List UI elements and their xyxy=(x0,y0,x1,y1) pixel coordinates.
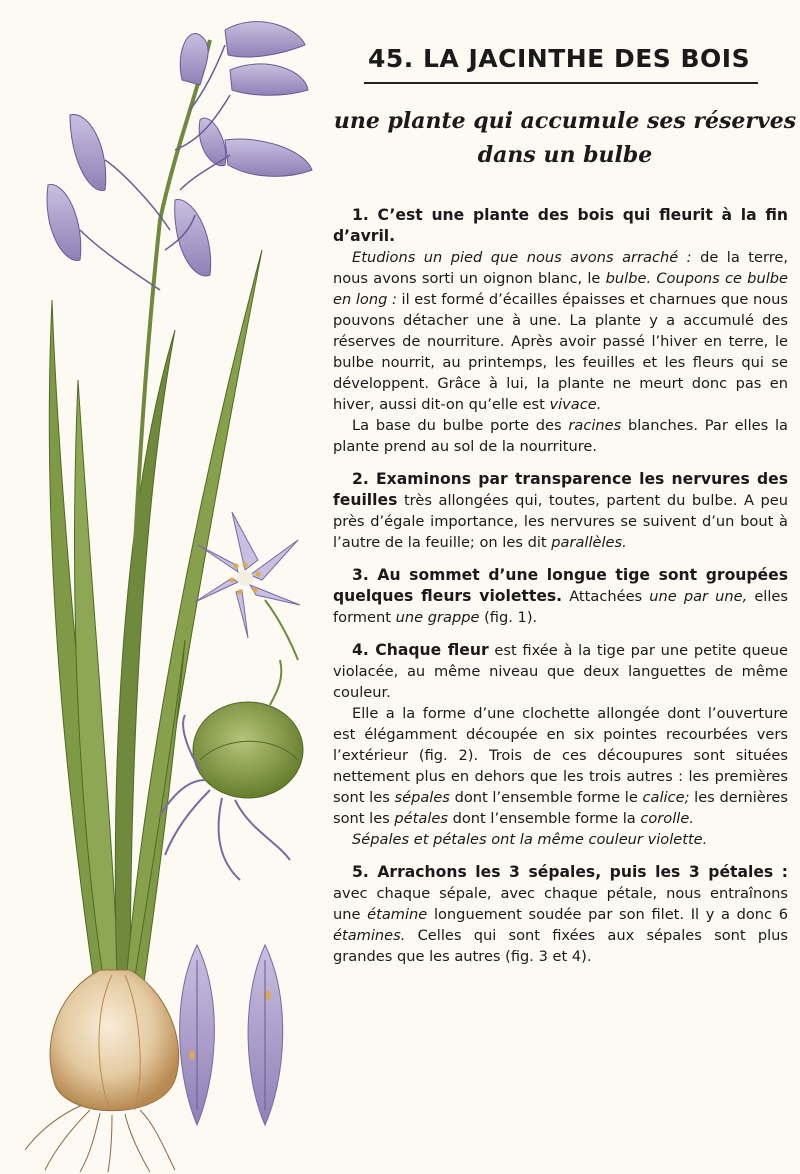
subtitle-line-2: dans un bulbe xyxy=(477,142,653,168)
section-5 xyxy=(333,862,788,967)
text: Celles qui sont fixées aux sépales sont plus grandes que les autres (fig. 3 et 4). xyxy=(333,927,788,965)
subtitle-line-1: une plante qui accumule ses réserves xyxy=(333,108,797,134)
emphasis: pétales xyxy=(394,810,448,827)
section-1 xyxy=(333,205,788,457)
text: il est formé d’écailles épaisses et charnues que nous pouvons détacher une à une. La plante y a accumulé des réserves de nourriture. Après avoir passé l’hiver en terre, le bulbe nourrit, au printemps, les feuilles et les fleurs qui se développent. Grâce à lui, la plante ne meurt donc pas en hiver, aussi dit-on qu’elle est xyxy=(333,291,788,413)
emphasis: une par une, xyxy=(649,588,748,605)
text: La base du bulbe porte des xyxy=(352,417,569,434)
lesson-text xyxy=(333,205,788,967)
text: dont l’ensemble forme le xyxy=(449,789,643,806)
emphasis: Etudions un pied que nous avons arraché : xyxy=(352,249,692,266)
text: longuement soudée par son filet. Il y a donc 6 xyxy=(427,906,788,923)
section-1-paragraph-1 xyxy=(333,247,788,415)
text: de la terre, nous avons sorti un oignon blanc, le xyxy=(333,249,788,287)
section-4-heading: 4. Chaque fleur xyxy=(352,641,489,659)
flower-stem xyxy=(120,40,210,1000)
emphasis: une grappe xyxy=(395,609,480,626)
text: Elle a la forme d’une clochette allongée dont l’ouverture est élégamment découpée en six pointes recourbées vers l’extérieur (fig. 2). Trois de ces découpures sont situées nettement plus en dehors que les trois autres : les premières sont les xyxy=(333,705,788,806)
bulb xyxy=(50,970,179,1111)
text: les dernières sont les xyxy=(333,789,788,827)
section-3-heading: 3. Au sommet d’une longue tige sont groupées quelques fleurs violettes. xyxy=(333,566,788,605)
emphasis: racines xyxy=(568,417,622,434)
emphasis: vivace. xyxy=(549,396,602,413)
text: elles forment xyxy=(333,588,788,626)
leaves xyxy=(49,250,262,1010)
section-5-heading: 5. Arrachons les 3 sépales, puis les 3 pétales : xyxy=(352,863,788,881)
emphasis: parallèles. xyxy=(551,534,627,551)
text: (fig. 1). xyxy=(479,609,538,626)
title-underline xyxy=(364,82,758,84)
emphasis: calice; xyxy=(642,789,690,806)
text: très allongées qui, toutes, partent du bulbe. A peu près d’égale importance, les nervures se suivent d’un bout à l’autre de la feuille; on les dit xyxy=(333,492,788,551)
section-1-paragraph-2 xyxy=(333,415,788,457)
open-flower-figure xyxy=(195,512,300,660)
text: est fixée à la tige par une petite queue violacée, au même niveau que deux languettes de même couleur. xyxy=(333,642,788,701)
page-subtitle xyxy=(330,104,800,172)
section-1-heading: 1. C’est une plante des bois qui fleurit à la fin d’avril. xyxy=(333,206,788,245)
emphasis: Sépales et pétales ont la même couleur violette. xyxy=(352,831,708,848)
section-3 xyxy=(333,565,788,628)
section-4 xyxy=(333,640,788,850)
emphasis: corolle. xyxy=(640,810,694,827)
section-4-paragraph-2 xyxy=(333,703,788,829)
emphasis: bulbe. xyxy=(605,270,652,287)
emphasis: Coupons ce bulbe en long : xyxy=(333,270,788,308)
emphasis: sépales xyxy=(394,789,450,806)
emphasis: étamine xyxy=(367,906,428,923)
text: Attachées xyxy=(562,588,650,605)
section-4-paragraph-3 xyxy=(333,829,788,850)
section-2 xyxy=(333,469,788,553)
text: dont l’ensemble forme la xyxy=(447,810,641,827)
text: avec chaque sépale, avec chaque pétale, nous entraînons une xyxy=(333,885,788,923)
page-title: 45. LA JACINTHE DES BOIS xyxy=(368,44,751,73)
petal-figures xyxy=(180,945,283,1125)
section-2-heading: 2. Examinons par transparence les nervures des feuilles xyxy=(333,470,788,509)
roots xyxy=(25,1105,175,1172)
emphasis: étamines. xyxy=(333,927,406,944)
bluebell-plant-illustration xyxy=(0,0,330,1174)
text: blanches. Par elles la plante prend au sol de la nourriture. xyxy=(333,417,788,455)
